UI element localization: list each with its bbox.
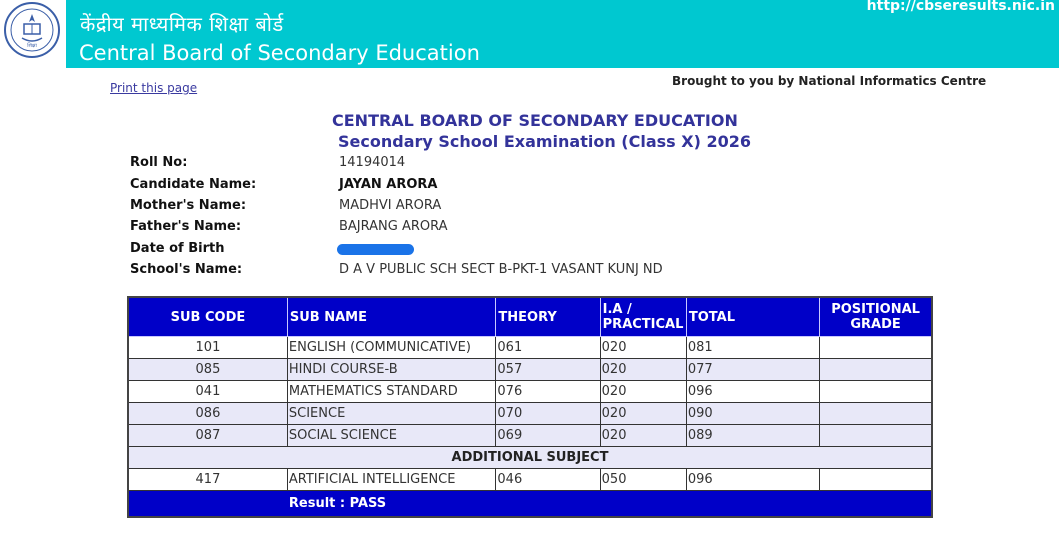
svg-text:शिक्षा: शिक्षा <box>27 43 37 49</box>
grade-cell <box>820 425 932 447</box>
grade-cell <box>820 403 932 425</box>
roll-no-value: 14194014 <box>339 155 406 170</box>
ia-cell: 020 <box>600 425 686 447</box>
father-name-value: BAJRANG ARORA <box>339 219 448 234</box>
dob-redaction-mark <box>337 244 414 255</box>
sub-code-cell: 085 <box>128 359 287 381</box>
theory-cell: 061 <box>496 337 600 359</box>
ia-cell: 020 <box>600 359 686 381</box>
header-ia-practical: I.A / PRACTICAL <box>600 297 686 337</box>
sub-code-cell: 041 <box>128 381 287 403</box>
dob-label: Date of Birth <box>130 241 225 256</box>
grade-cell <box>820 337 932 359</box>
total-cell: 096 <box>686 469 819 491</box>
candidate-name-value: JAYAN ARORA <box>339 177 438 192</box>
result-row <box>128 491 932 518</box>
sub-name-cell: SOCIAL SCIENCE <box>287 425 496 447</box>
roll-no-label: Roll No: <box>130 155 188 170</box>
header-sub-code: SUB CODE <box>128 297 287 337</box>
sub-name-cell: HINDI COURSE-B <box>287 359 496 381</box>
theory-cell: 076 <box>496 381 600 403</box>
sub-code-cell: 417 <box>128 469 287 491</box>
table-row <box>128 403 932 425</box>
board-title: CENTRAL BOARD OF SECONDARY EDUCATION <box>332 111 738 130</box>
marks-header-row <box>128 297 932 337</box>
table-row <box>128 425 932 447</box>
theory-cell: 070 <box>496 403 600 425</box>
site-url[interactable]: http://cbseresults.nic.in <box>866 0 1055 14</box>
father-name-label: Father's Name: <box>130 219 242 234</box>
sub-name-cell: ENGLISH (COMMUNICATIVE) <box>287 337 496 359</box>
cbse-emblem-icon <box>2 0 62 64</box>
header-positional-grade: POSITIONAL GRADE <box>820 297 932 337</box>
sub-name-cell: SCIENCE <box>287 403 496 425</box>
site-header <box>0 0 1059 68</box>
mother-name-label: Mother's Name: <box>130 198 247 213</box>
header-english-title: Central Board of Secondary Education <box>79 41 480 65</box>
grade-cell <box>820 469 932 491</box>
total-cell: 096 <box>686 381 819 403</box>
ia-cell: 050 <box>600 469 686 491</box>
brought-by-text: Brought to you by National Informatics Centre <box>672 74 987 88</box>
sub-code-cell: 086 <box>128 403 287 425</box>
additional-subject-label: ADDITIONAL SUBJECT <box>128 447 932 469</box>
marks-table <box>127 296 933 518</box>
table-row <box>128 469 932 491</box>
additional-subject-row <box>128 447 932 469</box>
school-name-value: D A V PUBLIC SCH SECT B-PKT-1 VASANT KUNJ ND <box>339 262 663 277</box>
grade-cell <box>820 359 932 381</box>
table-row <box>128 337 932 359</box>
print-page-link[interactable]: Print this page <box>110 81 198 95</box>
total-cell: 077 <box>686 359 819 381</box>
header-theory: THEORY <box>496 297 600 337</box>
theory-cell: 069 <box>496 425 600 447</box>
sub-code-cell: 101 <box>128 337 287 359</box>
theory-cell: 046 <box>496 469 600 491</box>
result-status: Result : PASS <box>287 491 932 518</box>
total-cell: 090 <box>686 403 819 425</box>
header-hindi-title: केंद्रीय माध्यमिक शिक्षा बोर्ड <box>80 12 284 36</box>
sub-name-cell: ARTIFICIAL INTELLIGENCE <box>287 469 496 491</box>
ia-cell: 020 <box>600 337 686 359</box>
table-row <box>128 381 932 403</box>
candidate-name-label: Candidate Name: <box>130 177 257 192</box>
mother-name-value: MADHVI ARORA <box>339 198 442 213</box>
ia-cell: 020 <box>600 403 686 425</box>
ia-cell: 020 <box>600 381 686 403</box>
grade-cell <box>820 381 932 403</box>
school-name-label: School's Name: <box>130 262 243 277</box>
sub-name-cell: MATHEMATICS STANDARD <box>287 381 496 403</box>
logo-panel <box>0 0 66 68</box>
header-sub-name: SUB NAME <box>287 297 496 337</box>
exam-title: Secondary School Examination (Class X) 2026 <box>338 132 751 151</box>
total-cell: 081 <box>686 337 819 359</box>
theory-cell: 057 <box>496 359 600 381</box>
result-spacer-cell <box>128 491 287 518</box>
total-cell: 089 <box>686 425 819 447</box>
sub-code-cell: 087 <box>128 425 287 447</box>
header-total: TOTAL <box>686 297 819 337</box>
table-row <box>128 359 932 381</box>
